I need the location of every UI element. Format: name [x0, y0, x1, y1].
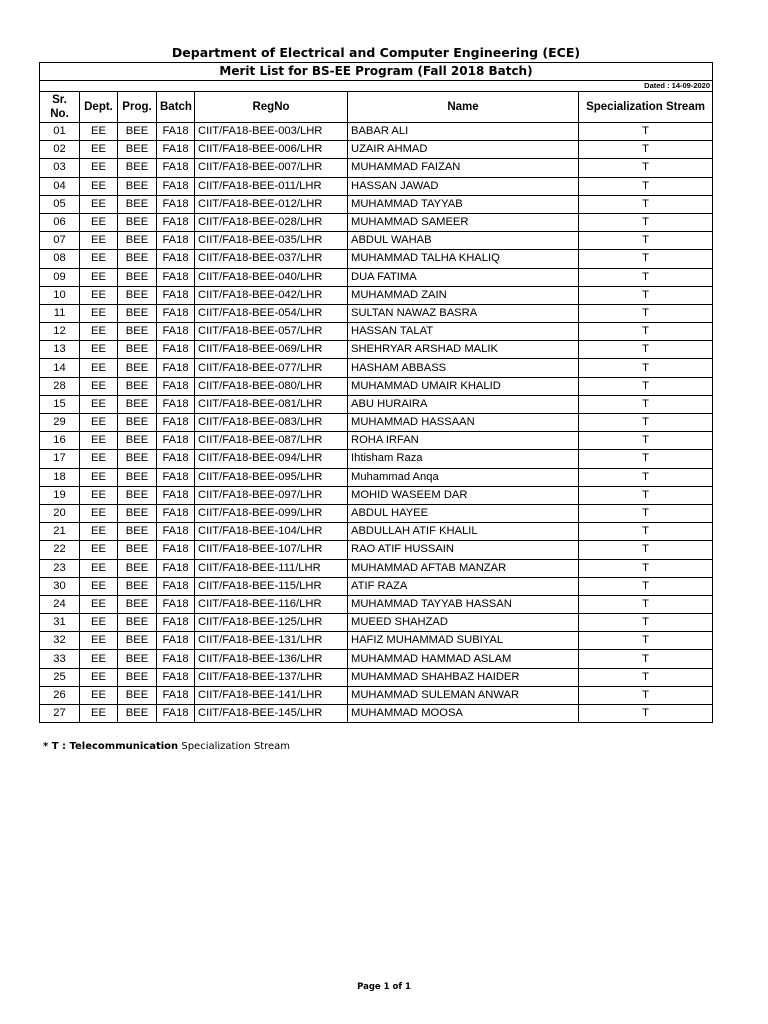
batch-cell: FA18 [157, 377, 195, 395]
stream-cell: T [579, 341, 713, 359]
prog-cell: BEE [118, 650, 157, 668]
name-cell: MUHAMMAD HAMMAD ASLAM [348, 650, 579, 668]
table-row [40, 232, 713, 250]
batch-cell: FA18 [157, 523, 195, 541]
dept-cell: EE [80, 213, 118, 231]
batch-cell: FA18 [157, 213, 195, 231]
sr-no-cell: 01 [40, 123, 80, 141]
dept-cell: EE [80, 650, 118, 668]
dated-label: Dated : 14-09-2020 [40, 81, 713, 92]
col-header-batch: Batch [157, 92, 195, 123]
stream-cell: T [579, 614, 713, 632]
table-row [40, 614, 713, 632]
table-row [40, 686, 713, 704]
table-row [40, 159, 713, 177]
batch-cell: FA18 [157, 232, 195, 250]
name-cell: MUHAMMAD SHAHBAZ HAIDER [348, 668, 579, 686]
stream-cell: T [579, 523, 713, 541]
batch-cell: FA18 [157, 595, 195, 613]
dept-cell: EE [80, 432, 118, 450]
department-title: Department of Electrical and Computer Engineering (ECE) [171, 45, 581, 60]
name-cell: ROHA IRFAN [348, 432, 579, 450]
table-row [40, 323, 713, 341]
sr-no-cell: 17 [40, 450, 80, 468]
batch-cell: FA18 [157, 323, 195, 341]
table-row [40, 559, 713, 577]
sr-no-cell: 10 [40, 286, 80, 304]
stream-cell: T [579, 141, 713, 159]
name-cell: RAO ATIF HUSSAIN [348, 541, 579, 559]
regno-cell: CIIT/FA18-BEE-035/LHR [195, 232, 348, 250]
dept-cell: EE [80, 504, 118, 522]
dept-cell: EE [80, 341, 118, 359]
batch-cell: FA18 [157, 577, 195, 595]
dept-cell: EE [80, 250, 118, 268]
batch-cell: FA18 [157, 250, 195, 268]
stream-cell: T [579, 705, 713, 723]
sr-no-cell: 02 [40, 141, 80, 159]
prog-cell: BEE [118, 595, 157, 613]
prog-cell: BEE [118, 268, 157, 286]
sr-no-cell: 15 [40, 395, 80, 413]
prog-cell: BEE [118, 432, 157, 450]
footnote [43, 741, 290, 752]
dated-row [40, 81, 713, 92]
page-number: Page 1 of 1 [357, 982, 411, 992]
dept-cell: EE [80, 577, 118, 595]
batch-cell: FA18 [157, 705, 195, 723]
name-cell: ABDULLAH ATIF KHALIL [348, 523, 579, 541]
batch-cell: FA18 [157, 359, 195, 377]
table-row [40, 304, 713, 322]
dept-cell: EE [80, 359, 118, 377]
table-row [40, 705, 713, 723]
dept-cell: EE [80, 668, 118, 686]
regno-cell: CIIT/FA18-BEE-107/LHR [195, 541, 348, 559]
regno-cell: CIIT/FA18-BEE-057/LHR [195, 323, 348, 341]
table-row [40, 650, 713, 668]
footnote-rest: Specialization Stream [178, 741, 291, 752]
sr-no-cell: 32 [40, 632, 80, 650]
regno-cell: CIIT/FA18-BEE-111/LHR [195, 559, 348, 577]
dept-cell: EE [80, 232, 118, 250]
stream-cell: T [579, 650, 713, 668]
regno-cell: CIIT/FA18-BEE-040/LHR [195, 268, 348, 286]
batch-cell: FA18 [157, 268, 195, 286]
col-header-regno: RegNo [195, 92, 348, 123]
col-header-dept: Dept. [80, 92, 118, 123]
batch-cell: FA18 [157, 123, 195, 141]
table-header-row [40, 92, 713, 123]
sr-no-cell: 28 [40, 377, 80, 395]
prog-cell: BEE [118, 414, 157, 432]
name-cell: HASHAM ABBASS [348, 359, 579, 377]
regno-cell: CIIT/FA18-BEE-104/LHR [195, 523, 348, 541]
name-cell: MUHAMMAD AFTAB MANZAR [348, 559, 579, 577]
regno-cell: CIIT/FA18-BEE-116/LHR [195, 595, 348, 613]
regno-cell: CIIT/FA18-BEE-042/LHR [195, 286, 348, 304]
sr-no-cell: 07 [40, 232, 80, 250]
batch-cell: FA18 [157, 468, 195, 486]
regno-cell: CIIT/FA18-BEE-141/LHR [195, 686, 348, 704]
prog-cell: BEE [118, 523, 157, 541]
stream-cell: T [579, 268, 713, 286]
name-cell: DUA FATIMA [348, 268, 579, 286]
dept-cell: EE [80, 486, 118, 504]
prog-cell: BEE [118, 468, 157, 486]
prog-cell: BEE [118, 123, 157, 141]
regno-cell: CIIT/FA18-BEE-012/LHR [195, 195, 348, 213]
prog-cell: BEE [118, 177, 157, 195]
regno-cell: CIIT/FA18-BEE-080/LHR [195, 377, 348, 395]
dept-cell: EE [80, 286, 118, 304]
table-row [40, 450, 713, 468]
sr-no-cell: 20 [40, 504, 80, 522]
sr-no-cell: 33 [40, 650, 80, 668]
name-cell: MUHAMMAD SULEMAN ANWAR [348, 686, 579, 704]
name-cell: MUHAMMAD UMAIR KHALID [348, 377, 579, 395]
prog-cell: BEE [118, 213, 157, 231]
sr-no-cell: 09 [40, 268, 80, 286]
table-row [40, 286, 713, 304]
sr-no-cell: 21 [40, 523, 80, 541]
regno-cell: CIIT/FA18-BEE-115/LHR [195, 577, 348, 595]
dept-cell: EE [80, 159, 118, 177]
stream-cell: T [579, 159, 713, 177]
stream-cell: T [579, 323, 713, 341]
sr-no-cell: 16 [40, 432, 80, 450]
dept-cell: EE [80, 686, 118, 704]
stream-cell: T [579, 195, 713, 213]
dept-cell: EE [80, 395, 118, 413]
dept-cell: EE [80, 705, 118, 723]
name-cell: ABDUL WAHAB [348, 232, 579, 250]
table-row [40, 359, 713, 377]
dept-cell: EE [80, 377, 118, 395]
name-cell: HAFIZ MUHAMMAD SUBIYAL [348, 632, 579, 650]
prog-cell: BEE [118, 304, 157, 322]
regno-cell: CIIT/FA18-BEE-006/LHR [195, 141, 348, 159]
dept-cell: EE [80, 595, 118, 613]
name-cell: MUHAMMAD FAIZAN [348, 159, 579, 177]
table-title-row [40, 63, 713, 81]
prog-cell: BEE [118, 632, 157, 650]
regno-cell: CIIT/FA18-BEE-094/LHR [195, 450, 348, 468]
prog-cell: BEE [118, 450, 157, 468]
sr-no-cell: 06 [40, 213, 80, 231]
sr-no-cell: 30 [40, 577, 80, 595]
batch-cell: FA18 [157, 141, 195, 159]
dept-cell: EE [80, 141, 118, 159]
prog-cell: BEE [118, 614, 157, 632]
col-header-prog: Prog. [118, 92, 157, 123]
batch-cell: FA18 [157, 614, 195, 632]
table-row [40, 541, 713, 559]
name-cell: ABU HURAIRA [348, 395, 579, 413]
sr-no-cell: 31 [40, 614, 80, 632]
stream-cell: T [579, 432, 713, 450]
stream-cell: T [579, 304, 713, 322]
name-cell: UZAIR AHMAD [348, 141, 579, 159]
batch-cell: FA18 [157, 286, 195, 304]
prog-cell: BEE [118, 541, 157, 559]
table-row [40, 577, 713, 595]
batch-cell: FA18 [157, 341, 195, 359]
batch-cell: FA18 [157, 432, 195, 450]
stream-cell: T [579, 213, 713, 231]
footnote-term: Telecommunication [69, 741, 179, 752]
regno-cell: CIIT/FA18-BEE-069/LHR [195, 341, 348, 359]
prog-cell: BEE [118, 323, 157, 341]
stream-cell: T [579, 232, 713, 250]
batch-cell: FA18 [157, 541, 195, 559]
sr-no-cell: 14 [40, 359, 80, 377]
stream-cell: T [579, 632, 713, 650]
sr-no-cell: 22 [40, 541, 80, 559]
regno-cell: CIIT/FA18-BEE-099/LHR [195, 504, 348, 522]
dept-cell: EE [80, 323, 118, 341]
name-cell: MUHAMMAD SAMEER [348, 213, 579, 231]
name-cell: Ihtisham Raza [348, 450, 579, 468]
dept-cell: EE [80, 632, 118, 650]
name-cell: HASSAN JAWAD [348, 177, 579, 195]
sr-no-cell: 26 [40, 686, 80, 704]
prog-cell: BEE [118, 359, 157, 377]
sr-no-cell: 29 [40, 414, 80, 432]
sr-no-cell: 05 [40, 195, 80, 213]
regno-cell: CIIT/FA18-BEE-125/LHR [195, 614, 348, 632]
regno-cell: CIIT/FA18-BEE-097/LHR [195, 486, 348, 504]
dept-cell: EE [80, 177, 118, 195]
batch-cell: FA18 [157, 686, 195, 704]
dept-cell: EE [80, 414, 118, 432]
name-cell: MUHAMMAD TAYYAB HASSAN [348, 595, 579, 613]
batch-cell: FA18 [157, 559, 195, 577]
table-row [40, 250, 713, 268]
table-row [40, 414, 713, 432]
stream-cell: T [579, 359, 713, 377]
sr-no-cell: 11 [40, 304, 80, 322]
name-cell: ABDUL HAYEE [348, 504, 579, 522]
dept-cell: EE [80, 541, 118, 559]
prog-cell: BEE [118, 141, 157, 159]
stream-cell: T [579, 177, 713, 195]
stream-cell: T [579, 377, 713, 395]
regno-cell: CIIT/FA18-BEE-077/LHR [195, 359, 348, 377]
batch-cell: FA18 [157, 650, 195, 668]
regno-cell: CIIT/FA18-BEE-011/LHR [195, 177, 348, 195]
name-cell: MOHID WASEEM DAR [348, 486, 579, 504]
name-cell: MUEED SHAHZAD [348, 614, 579, 632]
footnote-prefix: * T : [43, 741, 70, 752]
regno-cell: CIIT/FA18-BEE-145/LHR [195, 705, 348, 723]
dept-cell: EE [80, 559, 118, 577]
name-cell: MUHAMMAD HASSAAN [348, 414, 579, 432]
stream-cell: T [579, 577, 713, 595]
stream-cell: T [579, 468, 713, 486]
batch-cell: FA18 [157, 395, 195, 413]
regno-cell: CIIT/FA18-BEE-007/LHR [195, 159, 348, 177]
stream-cell: T [579, 123, 713, 141]
regno-cell: CIIT/FA18-BEE-136/LHR [195, 650, 348, 668]
col-header-specialization-stream: Specialization Stream [579, 92, 713, 123]
batch-cell: FA18 [157, 668, 195, 686]
list-title: Merit List for BS-EE Program (Fall 2018 Batch) [40, 63, 713, 81]
prog-cell: BEE [118, 504, 157, 522]
table-row [40, 395, 713, 413]
batch-cell: FA18 [157, 304, 195, 322]
table-row [40, 595, 713, 613]
sr-no-cell: 04 [40, 177, 80, 195]
name-cell: ATIF RAZA [348, 577, 579, 595]
name-cell: MUHAMMAD TALHA KHALIQ [348, 250, 579, 268]
table-row [40, 195, 713, 213]
prog-cell: BEE [118, 577, 157, 595]
table-row [40, 268, 713, 286]
batch-cell: FA18 [157, 504, 195, 522]
dept-cell: EE [80, 614, 118, 632]
prog-cell: BEE [118, 286, 157, 304]
col-header-sr-no: Sr. No. [40, 92, 80, 123]
table-row [40, 468, 713, 486]
stream-cell: T [579, 668, 713, 686]
regno-cell: CIIT/FA18-BEE-083/LHR [195, 414, 348, 432]
sr-no-cell: 13 [40, 341, 80, 359]
sr-no-cell: 27 [40, 705, 80, 723]
table-row [40, 377, 713, 395]
prog-cell: BEE [118, 705, 157, 723]
dept-cell: EE [80, 268, 118, 286]
table-row [40, 632, 713, 650]
sr-no-cell: 19 [40, 486, 80, 504]
table-row [40, 341, 713, 359]
sr-no-cell: 24 [40, 595, 80, 613]
sr-no-cell: 25 [40, 668, 80, 686]
dept-cell: EE [80, 304, 118, 322]
stream-cell: T [579, 559, 713, 577]
sr-no-cell: 18 [40, 468, 80, 486]
stream-cell: T [579, 414, 713, 432]
prog-cell: BEE [118, 668, 157, 686]
dept-cell: EE [80, 523, 118, 541]
regno-cell: CIIT/FA18-BEE-131/LHR [195, 632, 348, 650]
batch-cell: FA18 [157, 632, 195, 650]
table-row [40, 504, 713, 522]
name-cell: SULTAN NAWAZ BASRA [348, 304, 579, 322]
regno-cell: CIIT/FA18-BEE-087/LHR [195, 432, 348, 450]
batch-cell: FA18 [157, 450, 195, 468]
prog-cell: BEE [118, 159, 157, 177]
regno-cell: CIIT/FA18-BEE-095/LHR [195, 468, 348, 486]
prog-cell: BEE [118, 559, 157, 577]
name-cell: HASSAN TALAT [348, 323, 579, 341]
merit-list-table [39, 62, 713, 723]
batch-cell: FA18 [157, 159, 195, 177]
name-cell: MUHAMMAD ZAIN [348, 286, 579, 304]
batch-cell: FA18 [157, 414, 195, 432]
dept-cell: EE [80, 123, 118, 141]
col-header-name: Name [348, 92, 579, 123]
stream-cell: T [579, 595, 713, 613]
table-row [40, 486, 713, 504]
table-row [40, 668, 713, 686]
name-cell: MUHAMMAD TAYYAB [348, 195, 579, 213]
stream-cell: T [579, 286, 713, 304]
batch-cell: FA18 [157, 177, 195, 195]
name-cell: SHEHRYAR ARSHAD MALIK [348, 341, 579, 359]
regno-cell: CIIT/FA18-BEE-054/LHR [195, 304, 348, 322]
dept-cell: EE [80, 450, 118, 468]
prog-cell: BEE [118, 486, 157, 504]
prog-cell: BEE [118, 686, 157, 704]
sr-no-cell: 23 [40, 559, 80, 577]
stream-cell: T [579, 395, 713, 413]
prog-cell: BEE [118, 232, 157, 250]
name-cell: BABAR ALI [348, 123, 579, 141]
regno-cell: CIIT/FA18-BEE-137/LHR [195, 668, 348, 686]
dept-cell: EE [80, 468, 118, 486]
table-row [40, 141, 713, 159]
stream-cell: T [579, 541, 713, 559]
sr-no-cell: 08 [40, 250, 80, 268]
batch-cell: FA18 [157, 195, 195, 213]
stream-cell: T [579, 486, 713, 504]
regno-cell: CIIT/FA18-BEE-003/LHR [195, 123, 348, 141]
regno-cell: CIIT/FA18-BEE-037/LHR [195, 250, 348, 268]
stream-cell: T [579, 250, 713, 268]
prog-cell: BEE [118, 195, 157, 213]
batch-cell: FA18 [157, 486, 195, 504]
name-cell: MUHAMMAD MOOSA [348, 705, 579, 723]
prog-cell: BEE [118, 377, 157, 395]
sr-no-cell: 12 [40, 323, 80, 341]
stream-cell: T [579, 450, 713, 468]
table-row [40, 432, 713, 450]
sr-no-cell: 03 [40, 159, 80, 177]
dept-cell: EE [80, 195, 118, 213]
table-row [40, 523, 713, 541]
prog-cell: BEE [118, 341, 157, 359]
regno-cell: CIIT/FA18-BEE-028/LHR [195, 213, 348, 231]
table-row [40, 123, 713, 141]
prog-cell: BEE [118, 395, 157, 413]
table-row [40, 177, 713, 195]
regno-cell: CIIT/FA18-BEE-081/LHR [195, 395, 348, 413]
name-cell: Muhammad Anqa [348, 468, 579, 486]
stream-cell: T [579, 504, 713, 522]
prog-cell: BEE [118, 250, 157, 268]
stream-cell: T [579, 686, 713, 704]
table-row [40, 213, 713, 231]
